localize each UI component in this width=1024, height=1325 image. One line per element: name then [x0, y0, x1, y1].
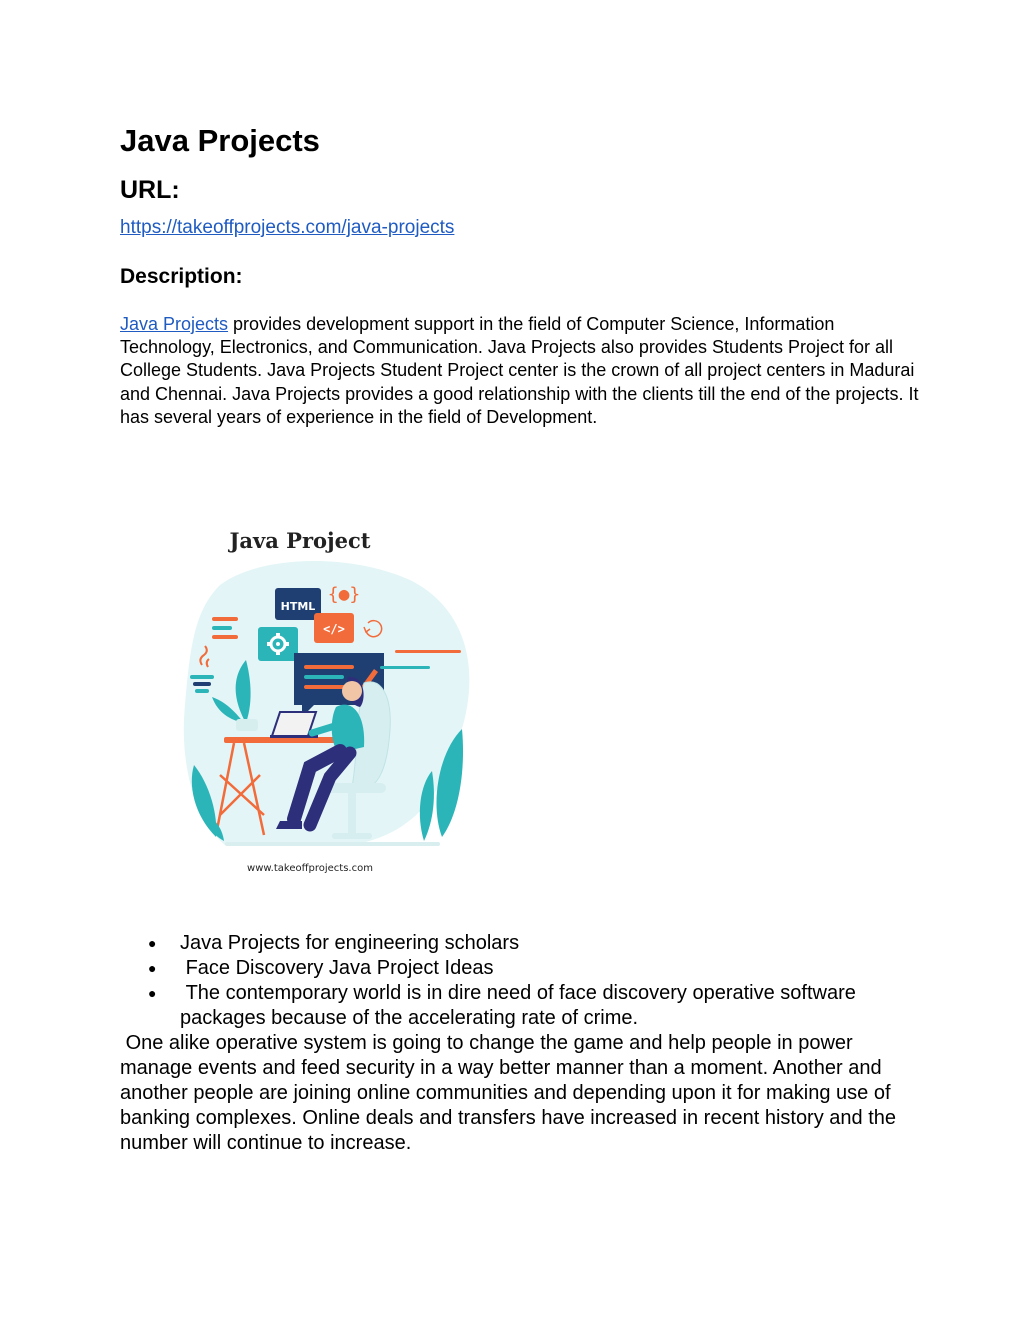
- description-heading: Description:: [120, 265, 243, 288]
- java-project-illustration: [180, 515, 480, 885]
- page-title: Java Projects: [120, 123, 320, 158]
- list-item-text: The contemporary world is in dire need of face discovery operative software packages because of the accelerating rate of crime.: [180, 982, 862, 1029]
- bullet-icon: ●: [148, 960, 157, 976]
- url-heading: URL:: [120, 176, 180, 204]
- list-item-text: Face Discovery Java Project Ideas: [180, 957, 494, 979]
- list-item-text: Java Projects for engineering scholars: [180, 932, 520, 954]
- illustration-footer: www.takeoffprojects.com: [247, 863, 373, 874]
- floor-line: [225, 842, 440, 846]
- list-item: [140, 956, 900, 981]
- bullet-list: [140, 931, 900, 1031]
- body-paragraph: One alike operative system is going to change the game and help people in power manage events and feed security in a way better manner than a moment. Another and another people are joining online communities and depending upon it for making use of banking complexes. Online deals and transfers have increased in recent history and the number will continue to increase.: [120, 1032, 902, 1154]
- html-label: HTML: [280, 600, 316, 613]
- braces-icon: {●}: [327, 584, 361, 605]
- description-paragraph: [120, 313, 920, 429]
- chat-line-1: [304, 665, 354, 669]
- code-label: </>: [323, 622, 345, 636]
- chat-line-2: [304, 675, 344, 679]
- java-projects-link[interactable]: Java Projects: [120, 314, 229, 334]
- description-text: provides development support in the field of Computer Science, Information Technology, Electronics, and Communication. Java Projects also provides Students Project for all College Students. Java Projects Student Project center is the crown of all project centers in Madurai and Chennai. Java Projects provides a good relationship with the clients till the end of the projects. It has several years of experience in the field of Development.: [120, 314, 919, 427]
- menu-line-1: [212, 617, 238, 621]
- illustration-heading: Java Project: [229, 528, 371, 553]
- menu-line-3: [212, 635, 238, 639]
- menu-line-2: [212, 626, 232, 630]
- side-line-1: [395, 650, 461, 653]
- side-line-2: [380, 666, 430, 669]
- url-link[interactable]: https://takeoffprojects.com/java-projects: [120, 217, 455, 238]
- list-item: [140, 981, 900, 1031]
- bullet-icon: ●: [148, 935, 157, 951]
- bullet-icon: ●: [148, 985, 157, 1001]
- list-item: [140, 931, 900, 956]
